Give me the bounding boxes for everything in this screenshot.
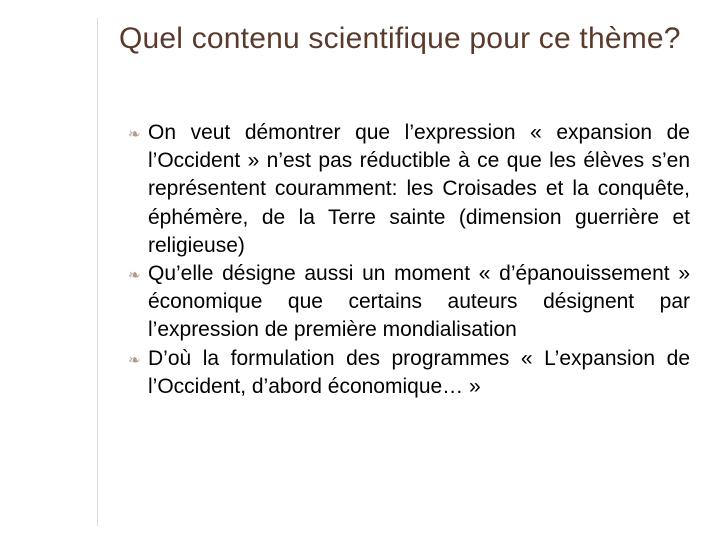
bullet-item (127, 119, 690, 260)
bullet-text: On veut démontrer que l’expression « expansion de l’Occident » n’est pas réductible à ce que les élèves s’en représentent couramment: les Croisades et la conquête, éphémère, de la Terre sainte (dimension guerrière et religieuse) (148, 121, 690, 257)
ornament-bullet-icon: ❧ (128, 267, 141, 285)
bullet-item (127, 345, 690, 401)
ornament-bullet-icon: ❧ (128, 126, 141, 143)
bullet-text: Qu’elle désigne aussi un moment « d’épanouissement » économique que certains auteurs désignent par l’expression de première mondialisation (148, 262, 690, 342)
bullet-item (127, 260, 690, 345)
slide-title: Quel contenu scientifique pour ce thème? (119, 22, 681, 55)
bullet-text: D’où la formulation des programmes « L’expansion de l’Occident, d’abord économique… » (148, 346, 690, 398)
left-divider-line (97, 18, 98, 526)
bullet-list (127, 119, 690, 401)
ornament-bullet-icon: ❧ (128, 351, 141, 369)
